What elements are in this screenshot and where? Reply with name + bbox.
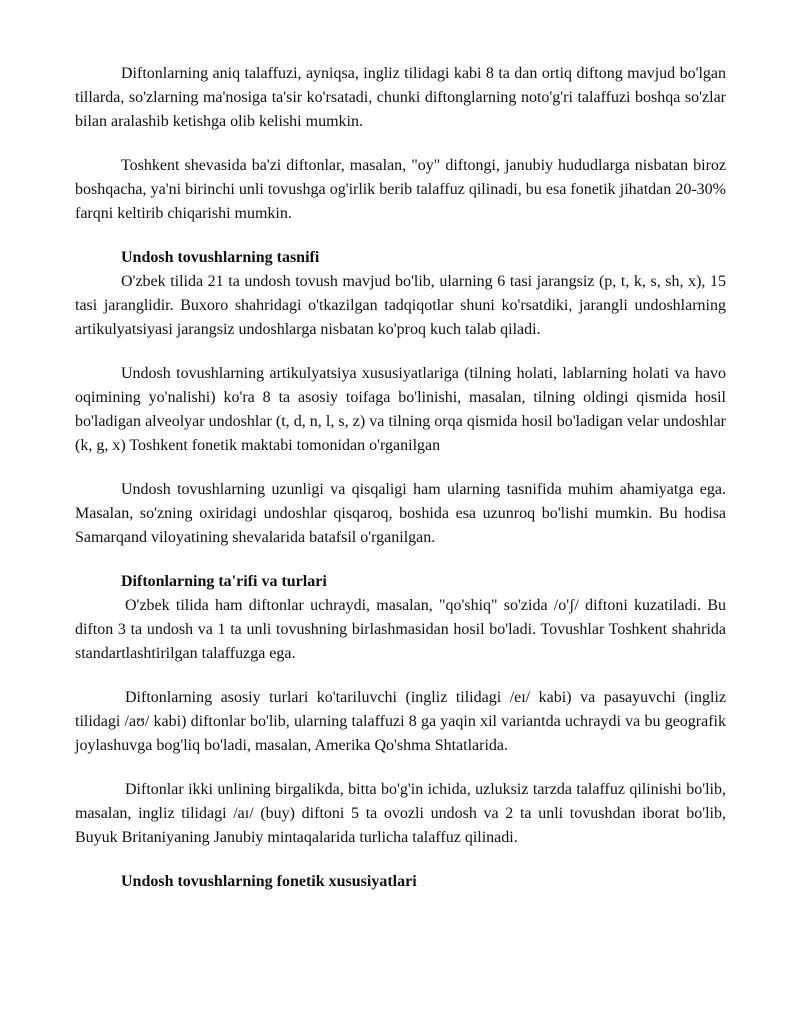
document-page [75,62,726,894]
paragraph-consonant-length: Undosh tovushlarning uzunligi va qisqaligi ham ularning tasnifida muhim ahamiyatga ega. Masalan, so'zning oxiridagi undoshlar qisqaroq, boshida esa uzunroq bo'lishi mumkin. Bu hodisa Samarqand viloyatining shevalarida batafsil o'rganilgan. [75,481,726,546]
paragraph-diphthong-description: Diftonlar ikki unlining birgalikda, bitta bo'g'in ichida, uzluksiz tarzda talaffuz qilinishi bo'lib, masalan, ingliz tilidagi /aɪ/ (buy) diftoni 5 ta ovozli undosh va 2 ta unli tovushdan iborat bo'lib, Buyuk Britaniyaning Janubiy mintaqalarida turlicha talaffuz qilinadi. [75,781,726,846]
paragraph-consonant-count: O'zbek tilida 21 ta undosh tovush mavjud bo'lib, ularning 6 tasi jarangsiz (p, t, k, s, sh, x), 15 tasi jaranglidir. Buxoro shahridagi o'tkazilgan tadqiqotlar shuni ko'rsatdiki, jarangli undoshlarning artikulyatsiyasi jarangsiz undoshlarga nisbatan ko'proq kuch talab qiladi. [75,273,726,338]
paragraph-tashkent-dialect: Toshkent shevasida ba'zi diftonlar, masalan, "oy" diftongi, janubiy hududlarga nisbatan biroz boshqacha, ya'ni birinchi unli tovushga og'irlik berib talaffuz qilinadi, bu esa fonetik jihatdan 20-30% farqni keltirib chiqarishi mumkin. [75,157,726,222]
paragraph-diphthong-types: Diftonlarning asosiy turlari ko'tariluvchi (ingliz tilidagi /eɪ/ kabi) va pasayuvchi (ingliz tilidagi /aʊ/ kabi) diftonlar bo'lib, ularning talaffuzi 8 ga yaqin xil variantda uchraydi va bu geografik joylashuvga bog'liq bo'ladi, masalan, Amerika Qo'shma Shtatlarida. [75,689,726,754]
heading-consonant-classification: Undosh tovushlarning tasnifi [121,249,320,266]
paragraph-articulation-features: Undosh tovushlarning artikulyatsiya xususiyatlariga (tilning holati, lablarning holati va havo oqimining yo'nalishi) ko'ra 8 ta asosiy toifaga bo'linishi, masalan, tilning oldingi qismida hosil bo'ladigan alveolyar undoshlar (t, d, n, l, s, z) va tilning orqa qismida hosil bo'ladigan velar undoshlar (k, g, x) Toshkent fonetik maktabi tomonidan o'rganilgan [75,365,726,454]
paragraph-uzbek-diphthongs: O'zbek tilida ham diftonlar uchraydi, masalan, "qo'shiq" so'zida /o'ʃ/ diftoni kuzatiladi. Bu difton 3 ta undosh va 1 ta unli tovushning birlashmasidan hosil bo'ladi. Tovushlar Toshkent shahrida standartlashtirilgan talaffuzga ega. [75,597,726,662]
paragraph-diphthong-pronunciation: Diftonlarning aniq talaffuzi, ayniqsa, ingliz tilidagi kabi 8 ta dan ortiq diftong mavjud bo'lgan tillarda, so'zlarning ma'nosiga ta'sir ko'rsatadi, chunki diftonglarning noto'g'ri talaffuzi boshqa so'zlar bilan aralashib ketishga olib kelishi mumkin. [75,65,726,130]
heading-consonant-phonetics: Undosh tovushlarning fonetik xususiyatlari [121,873,417,890]
heading-diphthong-definition: Diftonlarning ta'rifi va turlari [121,573,327,590]
